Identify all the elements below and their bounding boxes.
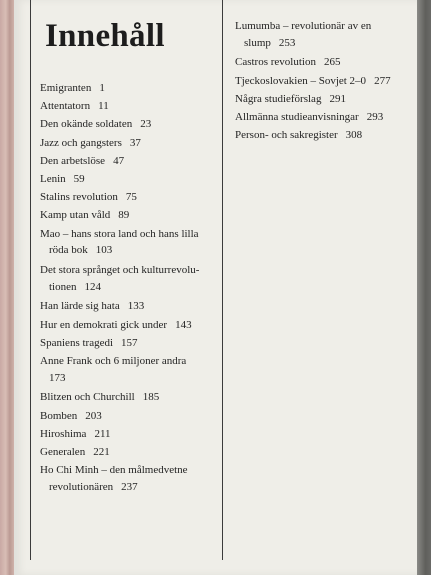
toc-entry [40,80,105,97]
toc-entry [40,189,137,206]
toc-entry-page-number: 75 [125,191,137,204]
left-margin-rule [30,0,31,560]
toc-entry-page-number: 59 [73,173,85,185]
toc-entry-page-number: 143 [175,318,192,331]
toc-entry-title: Bomben [40,409,78,422]
toc-entry-page-number: 293 [366,111,384,123]
toc-entry [40,171,85,188]
toc-entry-title: Hur en demokrati gick under [40,318,168,331]
toc-entry-page-number: 124 [84,280,101,293]
toc-entry-title-continued: revolutionären [49,480,114,493]
toc-entry [40,408,102,425]
toc-entry-page-number: 265 [323,56,341,69]
toc-entry-title: Jazz och gangsters [40,136,122,149]
toc-entry-title: Det stora språnget och kulturrevolu- [40,264,200,276]
toc-entry-page-number: 277 [374,74,391,87]
toc-entry-title: Den arbetslöse [40,154,106,167]
toc-entry-title-continued: röda bok [49,244,88,257]
column-divider-rule [222,0,223,560]
toc-entry-continuation [40,370,186,387]
toc-entry-title: Allmänna studieanvisningar [235,111,359,123]
toc-entry-page-number: 173 [49,371,66,384]
page-title: Innehåll [45,18,165,54]
toc-entry [40,444,110,461]
toc-entry-title: Han lärde sig hata [40,300,120,313]
page-edge-shadow [417,0,431,575]
toc-entry-page-number: 308 [345,129,363,142]
toc-entry-title: Spaniens tragedi [40,336,114,349]
toc-entry [235,54,340,71]
toc-entry [40,335,138,352]
toc-entry [40,153,124,170]
toc-entry [40,298,144,315]
toc-entry [40,353,186,387]
book-binding [0,0,14,575]
toc-entry-title: Den okände soldaten [40,118,133,131]
toc-entry [235,91,346,108]
toc-entry [235,109,383,126]
toc-entry-page-number: 89 [118,209,130,222]
toc-entry-title: Lenin [40,173,66,185]
toc-entry [40,98,109,115]
toc-entry-page-number: 211 [94,427,111,440]
toc-entry [40,135,141,152]
toc-entry [40,207,129,224]
toc-entry-continuation [40,242,199,259]
toc-entry-page-number: 11 [98,100,109,113]
toc-entry-title: Stalins revolution [40,191,118,204]
toc-entry-page-number: 103 [95,244,113,257]
toc-entry-continuation [40,479,188,496]
toc-entry-continuation [40,279,199,296]
toc-entry [235,127,362,144]
toc-entry-title: Kamp utan våld [40,209,111,222]
toc-entry [40,262,199,296]
toc-entry [40,226,199,260]
toc-entry-title: Hiroshima [40,427,87,440]
toc-entry-page-number: 221 [93,446,110,458]
toc-entry-title: Person- och sakregister [235,129,338,142]
toc-entry-page-number: 185 [142,391,160,404]
toc-entry-page-number: 253 [278,36,296,49]
toc-entry-page-number: 157 [121,336,138,349]
toc-entry [40,462,188,496]
toc-entry-title: Attentatorn [40,100,91,113]
toc-entry-page-number: 291 [329,92,346,105]
toc-entry [40,426,111,443]
toc-entry-title: Mao – hans stora land och hans lilla [40,227,199,240]
toc-entry-page-number: 37 [129,136,141,149]
toc-entry-title-continued: slump [244,36,271,49]
toc-entry [40,389,159,406]
toc-entry-page-number: 47 [113,154,125,167]
toc-entry-title-continued: tionen [49,280,77,293]
toc-entry-title: Emigranten [40,82,92,94]
toc-entry-continuation [235,35,371,52]
toc-entry [235,18,371,52]
toc-entry-title: Några studieförslag [235,92,322,105]
toc-entry [235,73,391,90]
toc-entry [40,317,192,334]
toc-entry-page-number: 133 [127,300,145,313]
toc-entry-title: Tjeckoslovakien – Sovjet 2–0 [235,74,367,87]
toc-entry-title: Lumumba – revolutionär av en [235,20,372,32]
toc-entry-title: Castros revolution [235,56,316,69]
toc-entry-page-number: 237 [121,480,138,493]
toc-entry-title: Anne Frank och 6 miljoner andra [40,355,187,367]
toc-entry-page-number: 23 [140,118,152,131]
toc-entry-title: Blitzen och Churchill [40,391,135,404]
toc-entry-page-number: 203 [85,409,102,422]
toc-entry-title: Ho Chi Minh – den målmedvetne [40,464,188,477]
toc-entry-title: Generalen [40,446,86,458]
toc-entry-page-number: 1 [99,82,105,94]
toc-entry [40,116,151,133]
